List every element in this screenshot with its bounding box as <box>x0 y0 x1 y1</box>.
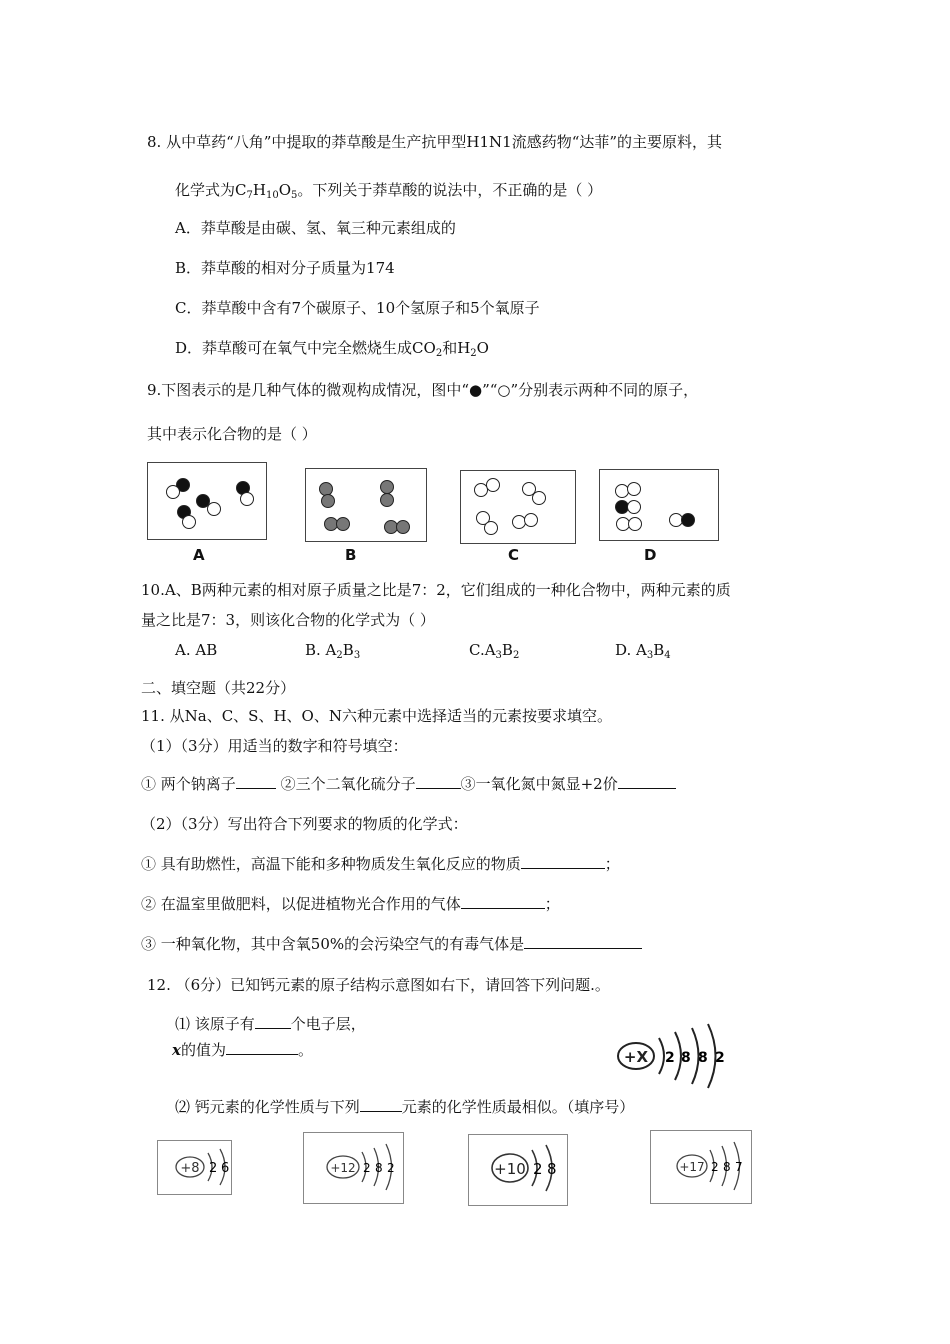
neon-atom-diagram <box>490 1140 566 1196</box>
q8-option-a: A．莽草酸是由碳、氢、氧三种元素组成的 <box>175 219 456 237</box>
shell-count: 8 <box>547 1160 557 1178</box>
atom-icon <box>166 485 180 499</box>
atom-icon <box>240 492 254 506</box>
shell-count: 2 <box>665 1050 675 1066</box>
atom-icon <box>524 513 538 527</box>
figure-frame <box>460 470 576 544</box>
atom-icon <box>628 517 642 531</box>
shell-count: 7 <box>735 1160 743 1174</box>
answer-blank[interactable] <box>255 1014 291 1029</box>
q10-options <box>175 640 671 660</box>
figure-label-c: C <box>508 546 520 564</box>
atom-icon <box>321 494 335 508</box>
section-heading: 二、填空题（共22分） <box>141 679 296 697</box>
nucleus-label: +8 <box>180 1161 200 1176</box>
figure-label-b: B <box>345 546 357 564</box>
nucleus-label: +10 <box>494 1160 526 1178</box>
figure-label-d: D <box>644 546 657 564</box>
q8-option-b: B．莽草酸的相对分子质量为174 <box>175 259 395 277</box>
q10-option-a: A. AB <box>175 641 218 659</box>
shell-count: 8 <box>375 1161 383 1175</box>
shell-count: 2 <box>363 1161 371 1175</box>
q8-option-d: D．莽草酸可在氧气中完全燃烧生成$CO_2$和$H_2O$ <box>175 339 489 359</box>
answer-blank[interactable] <box>226 1040 298 1055</box>
q10-option-c: $C.A_3B_2$ <box>469 641 520 661</box>
q11-stem: 11. 从Na、C、S、H、O、N六种元素中选择适当的元素按要求填空。 <box>141 707 612 725</box>
q8-stem-line2: 化学式为$C_7H_{10}O_5$。下列关于莽草酸的说法中，不正确的是（ ） <box>175 181 603 201</box>
q11-part2-heading: （2）（3分）写出符合下列要求的物质的化学式： <box>141 815 468 833</box>
q9-stem-line1: 9.下图表示的是几种气体的微观构成情况，图中“●”“○”分别表示两种不同的原子， <box>147 381 699 399</box>
calcium-atom-structure-diagram <box>615 1020 731 1090</box>
q12-part1-line1: ⑴ 该原子有 个电子层， <box>175 1015 366 1033</box>
nucleus-label: +17 <box>679 1160 705 1174</box>
atom-icon <box>486 478 500 492</box>
shell-count: 8 <box>723 1160 731 1174</box>
answer-blank[interactable] <box>524 934 642 949</box>
q10-option-b: B. $A_2B_3$ <box>305 641 361 661</box>
atom-icon <box>681 513 695 527</box>
answer-blank[interactable] <box>360 1097 402 1112</box>
q11-part2-item2: ② 在温室里做肥料，以促进植物光合作用的气体 ； <box>141 895 560 913</box>
q10-stem-line1: 10.A、B两种元素的相对原子质量之比是7：2，它们组成的一种化合物中，两种元素的质 <box>141 581 731 599</box>
answer-blank[interactable] <box>461 894 545 909</box>
figure-label-a: A <box>193 546 205 564</box>
atom-icon <box>532 491 546 505</box>
shell-count: 8 <box>698 1050 708 1066</box>
atom-icon <box>207 502 221 516</box>
q12-part1-line2: x的值为 。 <box>172 1041 313 1059</box>
nucleus-label: +12 <box>330 1161 356 1175</box>
q9-stem-line2: 其中表示化合物的是（ ） <box>147 425 317 443</box>
shell-count: 8 <box>681 1050 691 1066</box>
shell-count: 2 <box>533 1160 543 1178</box>
q8-stem-line1: 8. 从中草药“八角”中提取的莽草酸是生产抗甲型H1N1流感药物“达菲”的主要原料，其 <box>147 133 723 151</box>
q11-part1-items: ① 两个钠离子 ②三个二氧化硫分子 ③一氧化氮中氮显+2价 <box>141 774 676 794</box>
atom-icon <box>380 480 394 494</box>
shell-count: 2 <box>715 1050 725 1066</box>
atom-icon <box>336 517 350 531</box>
chlorine-atom-diagram <box>674 1140 750 1192</box>
q10-stem-line2: 量之比是7：3，则该化合物的化学式为（ ） <box>141 611 435 629</box>
atom-icon <box>380 493 394 507</box>
q10-option-d: D. $A_3B_4$ <box>615 641 671 661</box>
shell-count: 2 <box>387 1161 395 1175</box>
atom-icon <box>627 500 641 514</box>
q8-option-c: C．莽草酸中含有7个碳原子、10个氢原子和5个氧原子 <box>175 299 540 317</box>
atom-icon <box>627 482 641 496</box>
answer-blank[interactable] <box>236 774 276 789</box>
q12-part2-line: ⑵ 钙元素的化学性质与下列 元素的化学性质最相似。（填序号） <box>175 1098 635 1116</box>
answer-blank[interactable] <box>618 774 676 789</box>
answer-blank[interactable] <box>521 854 605 869</box>
q11-part1-heading: （1）（3分）用适当的数字和符号填空： <box>141 737 408 755</box>
atom-icon <box>484 521 498 535</box>
shell-count: 6 <box>221 1161 230 1176</box>
nucleus-label: +X <box>623 1048 649 1066</box>
answer-blank[interactable] <box>416 774 461 789</box>
atom-icon <box>182 515 196 529</box>
q11-part2-item1: ① 具有助燃性，高温下能和多种物质发生氧化反应的物质 ； <box>141 855 620 873</box>
q12-stem: 12. （6分）已知钙元素的原子结构示意图如右下，请回答下列问题.。 <box>147 976 610 994</box>
shell-count: 2 <box>209 1161 218 1176</box>
magnesium-atom-diagram <box>325 1142 401 1192</box>
oxygen-atom-diagram <box>172 1145 242 1190</box>
q11-part2-item3: ③ 一种氧化物，其中含氧50%的会污染空气的有毒气体是 <box>141 934 642 954</box>
shell-count: 2 <box>711 1160 719 1174</box>
atom-icon <box>396 520 410 534</box>
